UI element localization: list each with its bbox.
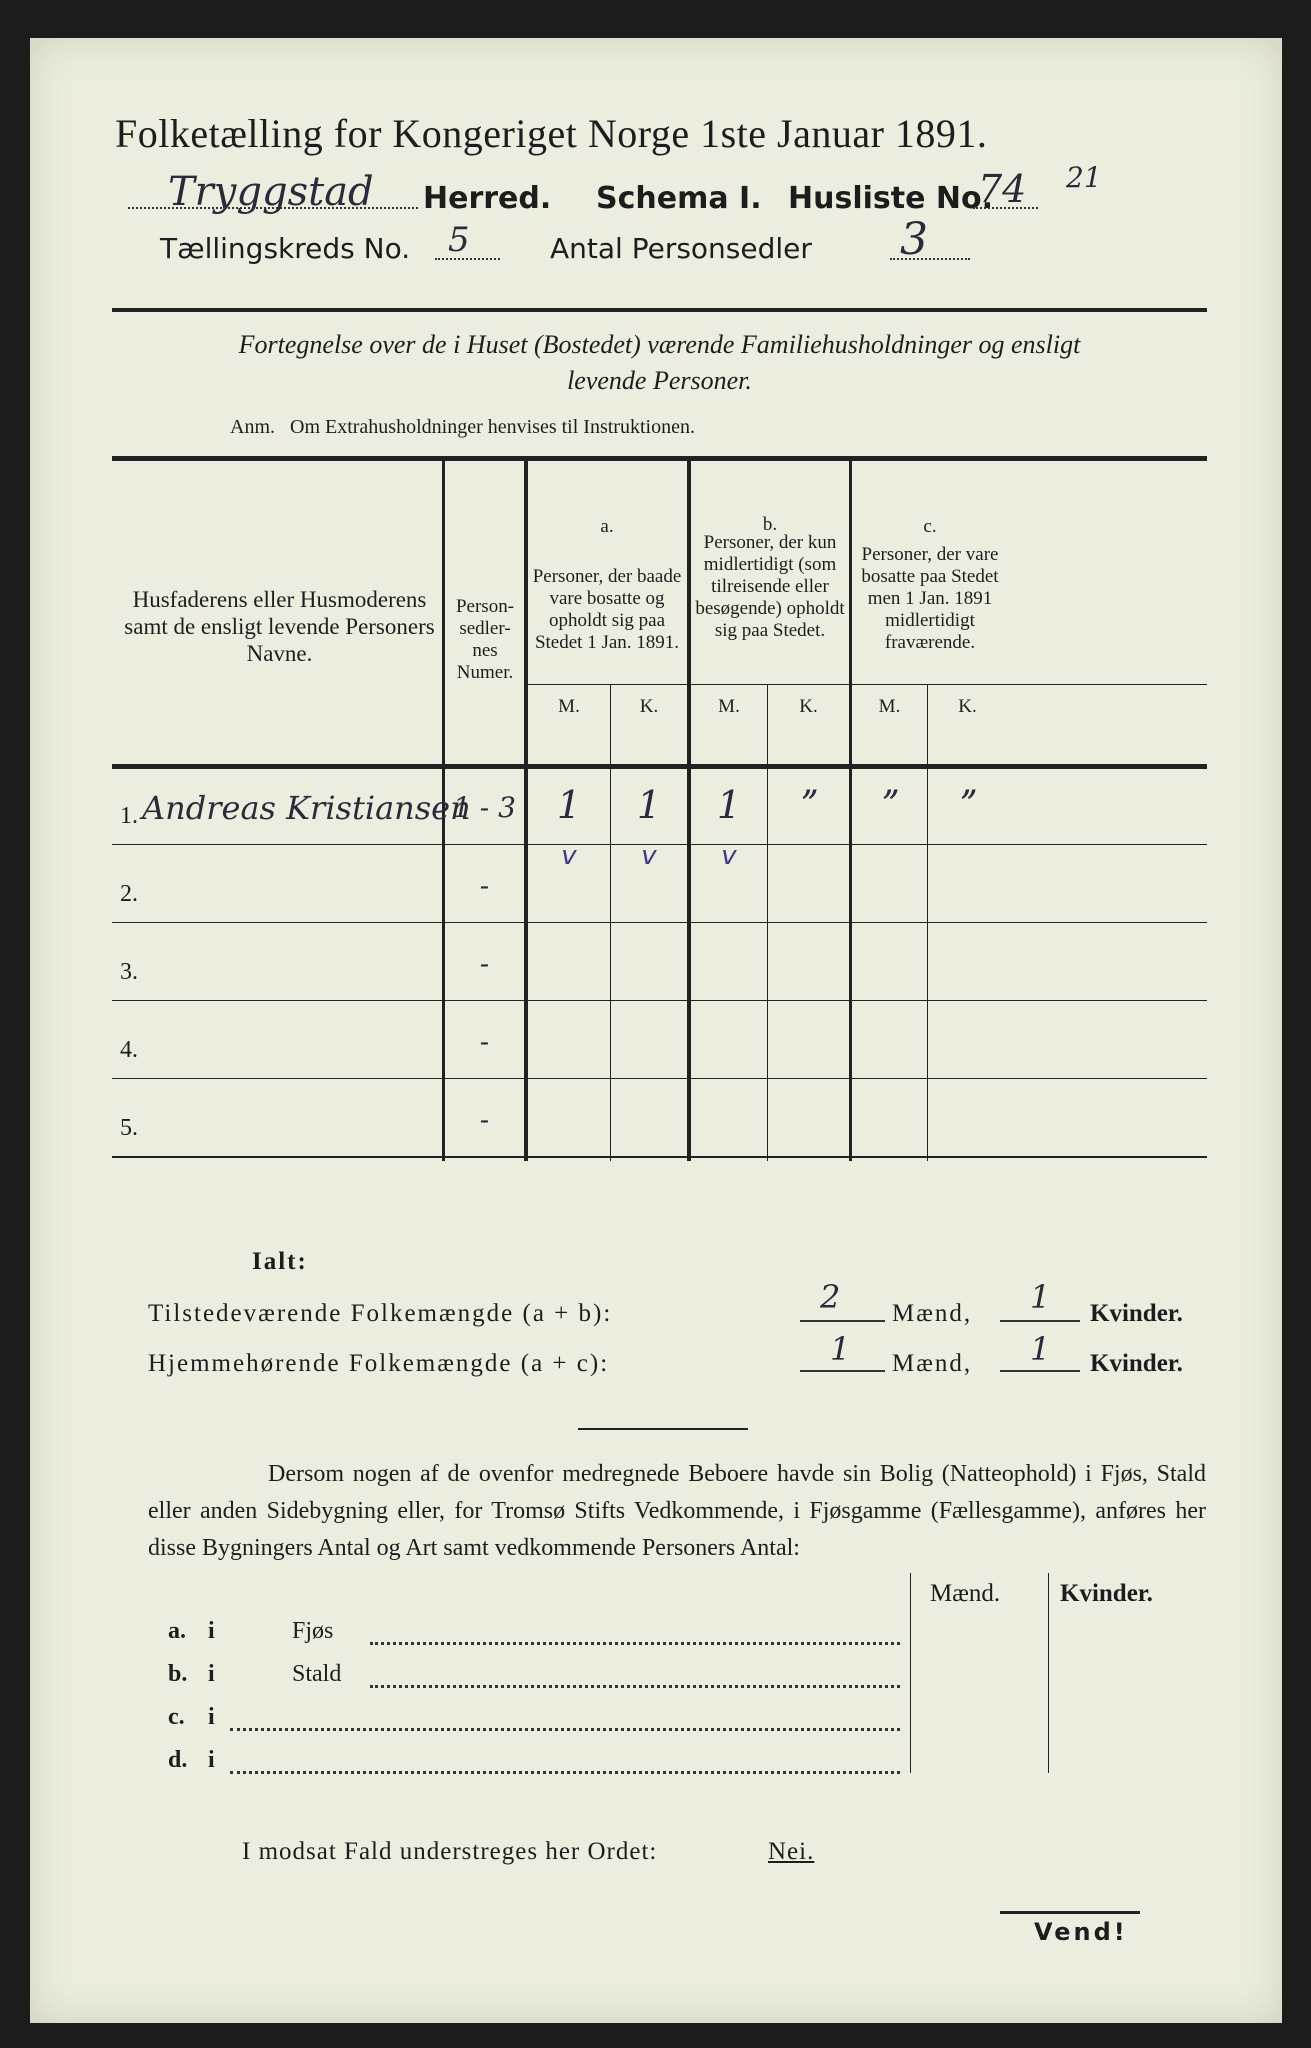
building-prep: i	[208, 1618, 215, 1644]
buildings-divider-1	[910, 1573, 911, 1773]
tilstede-maend-value: 2	[820, 1278, 841, 1316]
col-header-c: Personer, der vare bosatte paa Stedet men 1 Jan. 1891 midlertidigt fraværende.	[861, 544, 999, 653]
ialt-label: Ialt:	[252, 1248, 308, 1275]
building-letter: a.	[168, 1618, 186, 1644]
hjemme-kvinder-value: 1	[1030, 1330, 1051, 1368]
building-letter: b.	[168, 1661, 188, 1687]
hjemme-kvinder-line	[1000, 1370, 1080, 1372]
census-form-page	[30, 38, 1282, 2023]
antal-label: Antal Personsedler	[550, 232, 812, 265]
cell-bk: ˮ	[799, 783, 818, 827]
herred-dotline	[128, 207, 418, 209]
table-row	[112, 1003, 1207, 1081]
building-dotline	[230, 1771, 900, 1774]
modsat-text: I modsat Fald understreges her Ordet:	[242, 1838, 658, 1865]
check-mark-ak: v	[641, 841, 657, 871]
building-prep: i	[208, 1747, 215, 1773]
table-row	[112, 847, 1207, 925]
tilstede-kvinder-line	[1000, 1320, 1080, 1322]
vend-text: Vend!	[1034, 1918, 1128, 1946]
building-name: Stald	[292, 1661, 342, 1687]
header-b-k: K.	[799, 696, 818, 717]
header-a-m: M.	[558, 696, 580, 717]
col-header-c-letter: c.	[923, 516, 937, 537]
mk-top-rule	[528, 684, 1207, 685]
cell-ck: ˮ	[958, 783, 977, 827]
antal-value: 3	[900, 214, 928, 265]
row-personsedler-numer: -	[479, 1025, 490, 1058]
row-rule	[112, 1000, 1207, 1001]
antal-dotline	[890, 258, 970, 260]
check-mark-bm: v	[721, 841, 737, 871]
row-number: 5.	[120, 1115, 138, 1141]
header-b-m: M.	[718, 696, 740, 717]
table-row	[112, 925, 1207, 1003]
row-rule	[112, 1078, 1207, 1079]
row-personsedler-numer: -	[479, 947, 490, 980]
row-number: 3.	[120, 959, 138, 985]
vend-rule	[1000, 1911, 1140, 1914]
husliste-value: 74	[978, 167, 1027, 211]
header-a-k: K.	[639, 696, 659, 717]
subtitle-line-2: levende Personer.	[567, 366, 752, 395]
hjemme-maend-label: Mænd,	[892, 1350, 973, 1377]
nei-word: Nei.	[768, 1838, 815, 1865]
row-personsedler-numer: -	[479, 1103, 490, 1136]
col-header-names: Husfaderens eller Husmoderens samt de ensligt levende Personers Navne.	[124, 587, 435, 666]
buildings-paragraph: Dersom nogen af de ovenfor medregnede Beboere havde sin Bolig (Natteophold) i Fjøs, Stald eller anden Sidebygning eller, for Tromsø Stifts Vedkommende, i Fjøsgamme (Fællesgamme), anføres her disse Bygningers Antal og Art samt vedkommende Personers Antal:	[148, 1461, 1206, 1561]
tilstede-kvinder-label: Kvinder.	[1090, 1300, 1183, 1327]
cell-am: 1	[556, 783, 582, 827]
row-number: 4.	[120, 1037, 138, 1063]
hjemme-maend-line	[800, 1370, 885, 1372]
building-dotline	[370, 1685, 900, 1688]
col-header-a-letter: a.	[600, 516, 614, 537]
row-number: 1.	[120, 803, 138, 829]
col-header-a: Personer, der baade vare bosatte og opholdt sig paa Stedet 1 Jan. 1891.	[532, 566, 682, 653]
herred-value: Tryggstad	[168, 169, 374, 215]
herred-label: Herred.	[423, 181, 552, 216]
tilstede-kvinder-value: 1	[1030, 1278, 1051, 1316]
check-mark-am: v	[561, 841, 577, 871]
husliste-dotline	[973, 207, 1038, 209]
tilstede-label: Tilstedeværende Folkemængde (a + b):	[148, 1300, 613, 1327]
form-title: Folketælling for Kongeriget Norge 1ste Januar 1891.	[115, 111, 988, 156]
header-rule	[112, 308, 1207, 312]
totals-separator	[578, 1428, 748, 1430]
row-personsedler-numer: 1 - 3	[453, 791, 516, 824]
cell-cm: ˮ	[880, 783, 899, 827]
kreds-value: 5	[448, 220, 470, 260]
table-row	[112, 1081, 1207, 1159]
header-row-1	[128, 161, 1278, 223]
header-row-2	[160, 214, 1160, 278]
cell-ak: 1	[636, 783, 662, 827]
margin-note: 21	[1066, 161, 1102, 194]
col-header-b-letter: b.	[762, 514, 778, 535]
kreds-label: Tællingskreds No.	[160, 232, 411, 265]
header-c-k: K.	[958, 696, 977, 717]
husliste-label: Husliste No.	[788, 181, 993, 216]
building-letter: d.	[168, 1747, 188, 1773]
table-bottom-rule	[112, 1156, 1207, 1158]
anm-note: Anm. Om Extrahusholdninger henvises til Instruktionen.	[230, 416, 695, 438]
building-name: Fjøs	[292, 1618, 334, 1644]
buildings-divider-2	[1048, 1573, 1049, 1773]
hjemme-kvinder-label: Kvinder.	[1090, 1350, 1183, 1377]
building-prep: i	[208, 1704, 215, 1730]
row-rule	[112, 922, 1207, 923]
tilstede-maend-line	[800, 1320, 885, 1322]
schema-label: Schema I.	[596, 181, 762, 216]
hjemme-maend-value: 1	[830, 1330, 851, 1368]
kreds-dotline	[435, 258, 500, 260]
building-prep: i	[208, 1661, 215, 1687]
household-table	[112, 456, 1207, 1176]
cell-bm: 1	[716, 783, 742, 827]
row-name: Andreas Kristiansen	[142, 789, 471, 827]
hjemme-label: Hjemmehørende Folkemængde (a + c):	[148, 1350, 610, 1377]
buildings-maend-header: Mænd.	[930, 1580, 1001, 1607]
table-top-rule	[112, 456, 1207, 461]
col-header-b: Personer, der kun midlertidigt (som tilreisende eller besøgende) opholdt sig paa Stedet.	[695, 532, 845, 641]
col-header-numer: Person-sedler-nes Numer.	[455, 596, 515, 683]
buildings-kvinder-header: Kvinder.	[1060, 1580, 1153, 1607]
building-dotline	[370, 1642, 900, 1645]
table-row	[112, 769, 1207, 871]
header-c-m: M.	[878, 696, 901, 717]
building-letter: c.	[168, 1704, 185, 1730]
row-number: 2.	[120, 881, 138, 907]
subtitle-line-1: Fortegnelse over de i Huset (Bostedet) værende Familiehusholdninger og ensligt	[238, 330, 1081, 359]
tilstede-maend-label: Mænd,	[892, 1300, 973, 1327]
building-dotline	[230, 1728, 900, 1731]
row-personsedler-numer: -	[479, 869, 490, 902]
